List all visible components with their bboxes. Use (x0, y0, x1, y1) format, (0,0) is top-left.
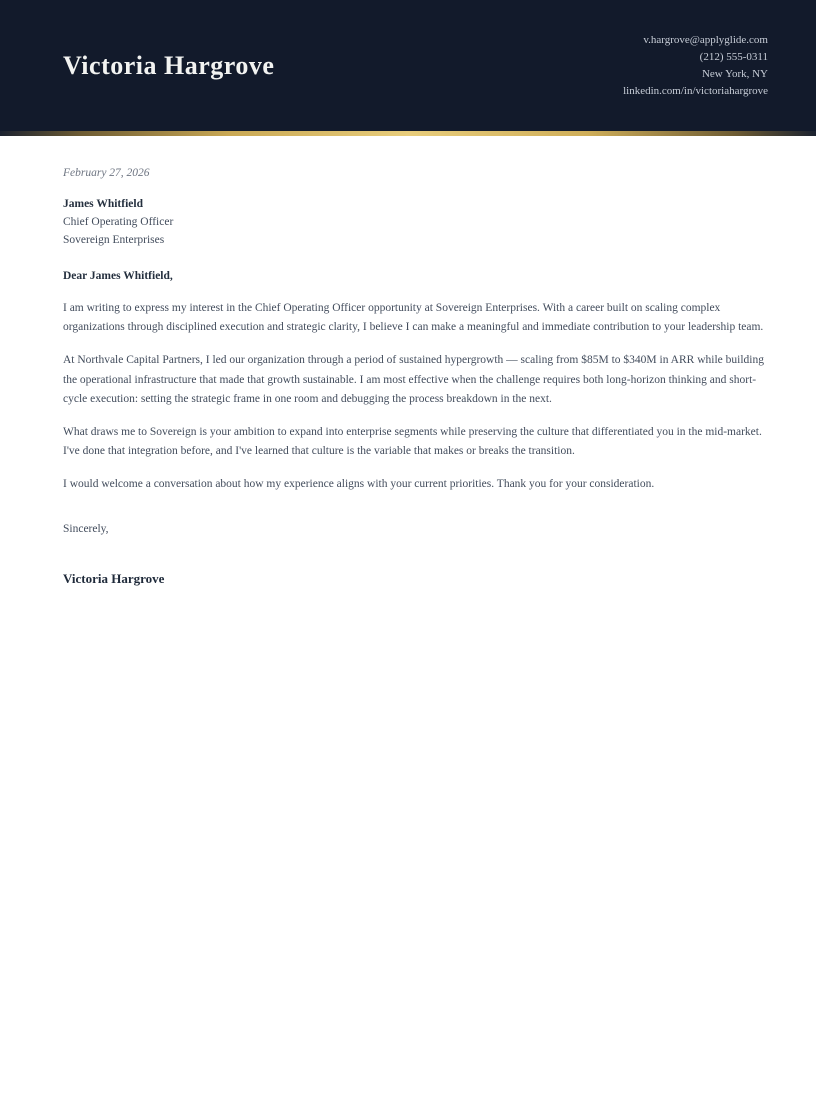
recipient-company: Sovereign Enterprises (63, 234, 165, 246)
recipient-block (63, 195, 768, 249)
paragraph-call-to-action: I would welcome a conversation about how my experience aligns with your current priorities. Thank you for your consideration. (63, 478, 655, 491)
salutation: Dear James Whitfield, (63, 270, 173, 282)
paragraph-experience: At Northvale Capital Partners, I led our organization through a period of sustained hypergrowth — scaling from $85M to $340M in ARR while building the operational infrastructure that made that growth sustainable. I am most effective when the challenge requires both long-horizon thinking and short-cycle execution: setting the strategic frame in one room and debugging the process breakdown in the next. (63, 354, 764, 405)
letter-body (0, 136, 816, 588)
contact-email: v.hargrove@applyglide.com (643, 33, 768, 46)
letter-date: February 27, 2026 (63, 167, 150, 179)
paragraph-intro: I am writing to express my interest in the Chief Operating Officer opportunity at Sovereign Enterprises. With a career built on scaling complex organizations through disciplined execution and strategic clarity, I believe I can make a meaningful and immediate contribution to your leadership team. (63, 302, 764, 334)
recipient-name: James Whitfield (63, 198, 143, 210)
contact-phone: (212) 555-0311 (699, 50, 768, 63)
applicant-name: Victoria Hargrove (63, 50, 275, 80)
signature-name: Victoria Hargrove (63, 570, 165, 586)
contact-linkedin: linkedin.com/in/victoriahargrove (623, 84, 768, 97)
recipient-title: Chief Operating Officer (63, 216, 174, 228)
paragraph-motivation: What draws me to Sovereign is your ambition to expand into enterprise segments while preserving the culture that differentiated you in the mid-market. I've done that integration before, and I've learned that culture is the variable that makes or breaks the transition. (63, 426, 762, 458)
letter-header (0, 0, 816, 131)
contact-location: New York, NY (701, 67, 768, 80)
closing: Sincerely, (63, 522, 109, 535)
contact-block (623, 32, 768, 100)
